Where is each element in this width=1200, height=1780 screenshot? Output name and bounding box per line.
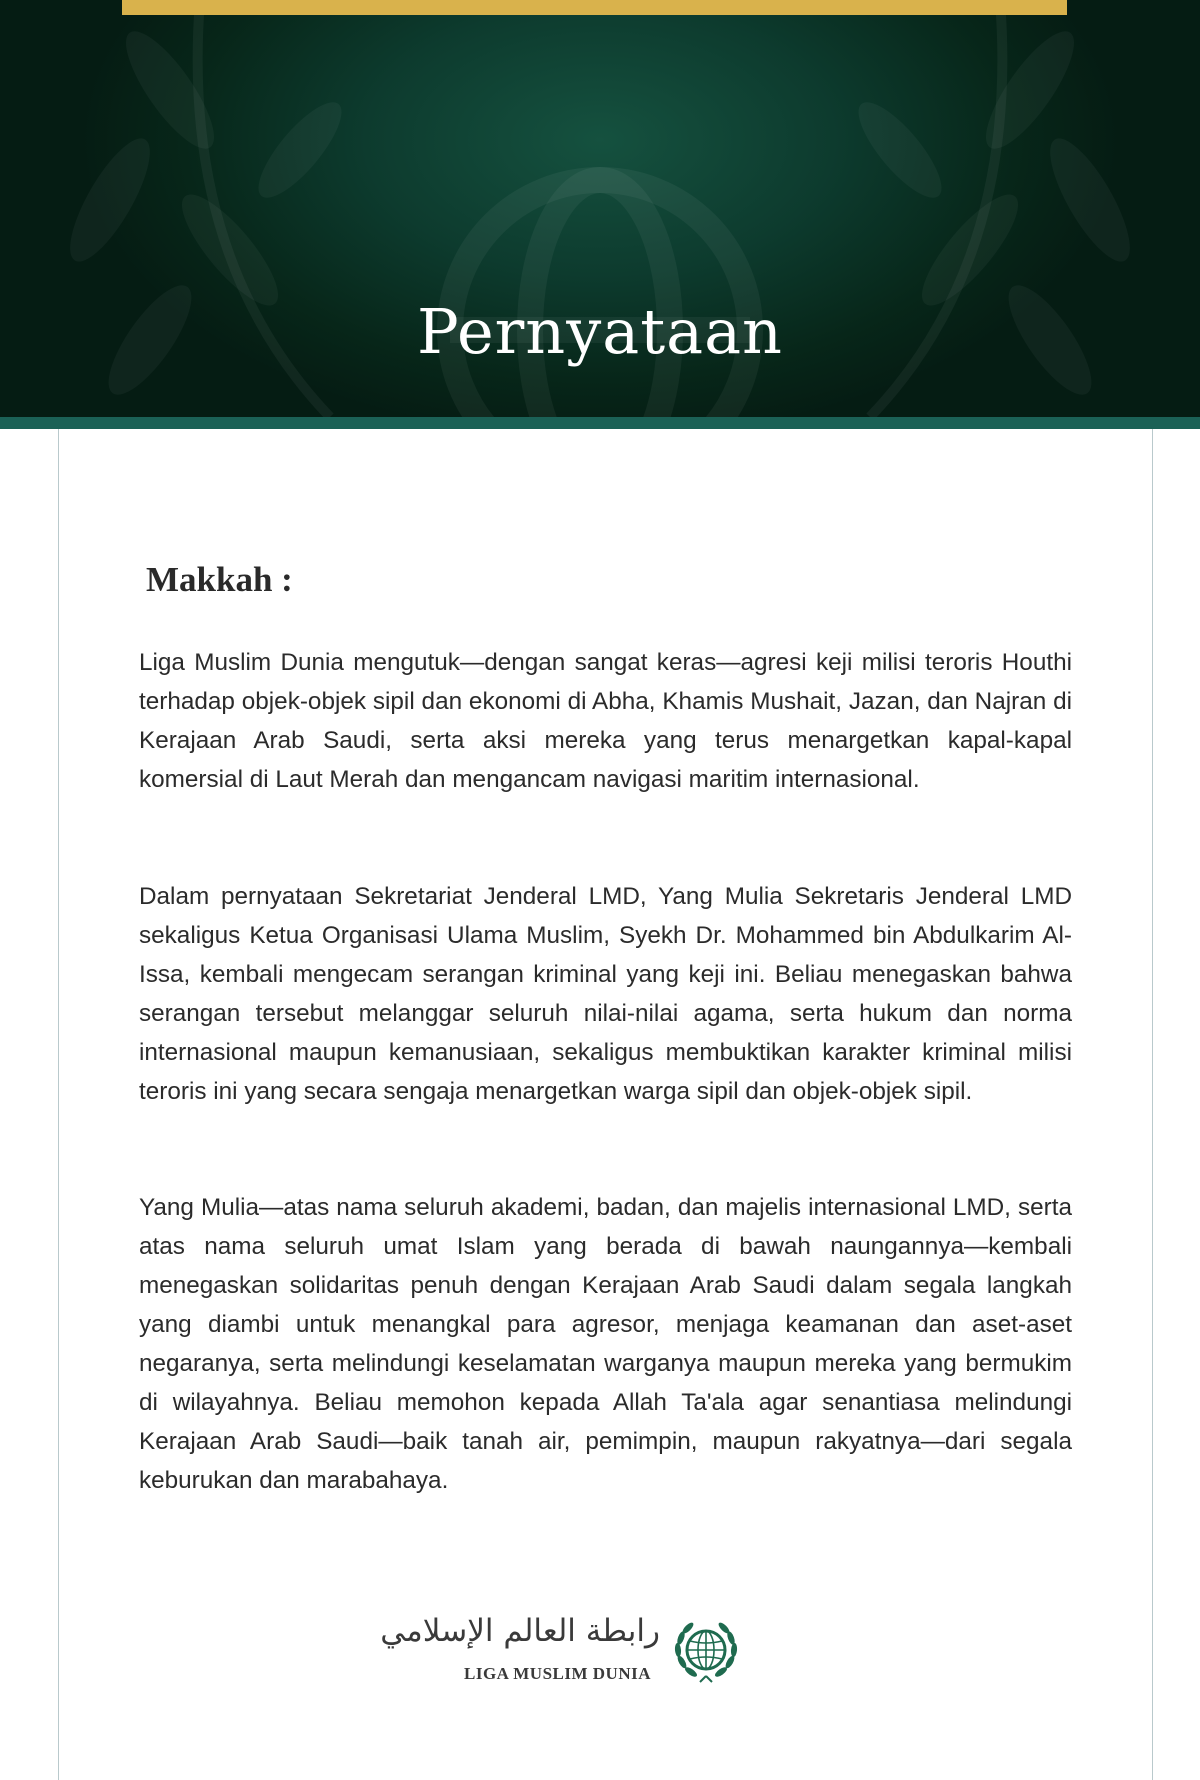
header-divider: [0, 417, 1200, 429]
statement-paragraph-2: Dalam pernyataan Sekretariat Jenderal LMD, Yang Mulia Sekretaris Jenderal LMD sekaligus Ketua Organisasi Ulama Muslim, Syekh Dr. Mohammed bin Abdulkarim Al-Issa, kembali mengecam serangan kriminal yang keji ini. Beliau menegaskan bahwa serangan tersebut melanggar seluruh nilai-nilai agama, serta hukum dan norma internasional maupun kemanusiaan, sekaligus membuktikan karakter kriminal milisi teroris ini yang secara sengaja menargetkan warga sipil dan objek-objek sipil.: [139, 883, 1072, 1105]
header-banner: [0, 0, 1200, 417]
statement-paragraph-1: Liga Muslim Dunia mengutuk—dengan sangat keras—agresi keji milisi teroris Houthi terhadap objek-objek sipil dan ekonomi di Abha, Khamis Mushait, Jazan, dan Najran di Kerajaan Arab Saudi, serta aksi mereka yang terus menargetkan kapal-kapal komersial di Laut Merah dan mengancam navigasi maritim internasional.: [139, 649, 1072, 793]
logo-latin-wordmark: LIGA MUSLIM DUNIA: [463, 1664, 652, 1683]
globe-wreath-icon: [670, 1614, 742, 1686]
organization-logo: [380, 1610, 745, 1695]
gold-accent-bar: [122, 0, 1067, 15]
logo-arabic-wordmark: رابطة العالم الإسلامي: [380, 1613, 660, 1649]
dateline-location: Makkah :: [146, 560, 293, 599]
statement-paragraph-3: Yang Mulia—atas nama seluruh akademi, badan, dan majelis internasional LMD, serta atas nama seluruh umat Islam yang berada di bawah naungannya—kembali menegaskan solidaritas penuh dengan Kerajaan Arab Saudi dalam segala langkah yang diambi untuk menangkal para agresor, menjaga keamanan dan aset-aset negaranya, serta melindungi keselamatan warganya maupun mereka yang bermukim di wilayahnya. Beliau memohon kepada Allah Ta'ala agar senantiasa melindungi Kerajaan Arab Saudi—baik tanah air, pemimpin, maupun rakyatnya—dari segala keburukan dan marabahaya.: [139, 1194, 1072, 1494]
page-title: Pernyataan: [417, 295, 783, 368]
